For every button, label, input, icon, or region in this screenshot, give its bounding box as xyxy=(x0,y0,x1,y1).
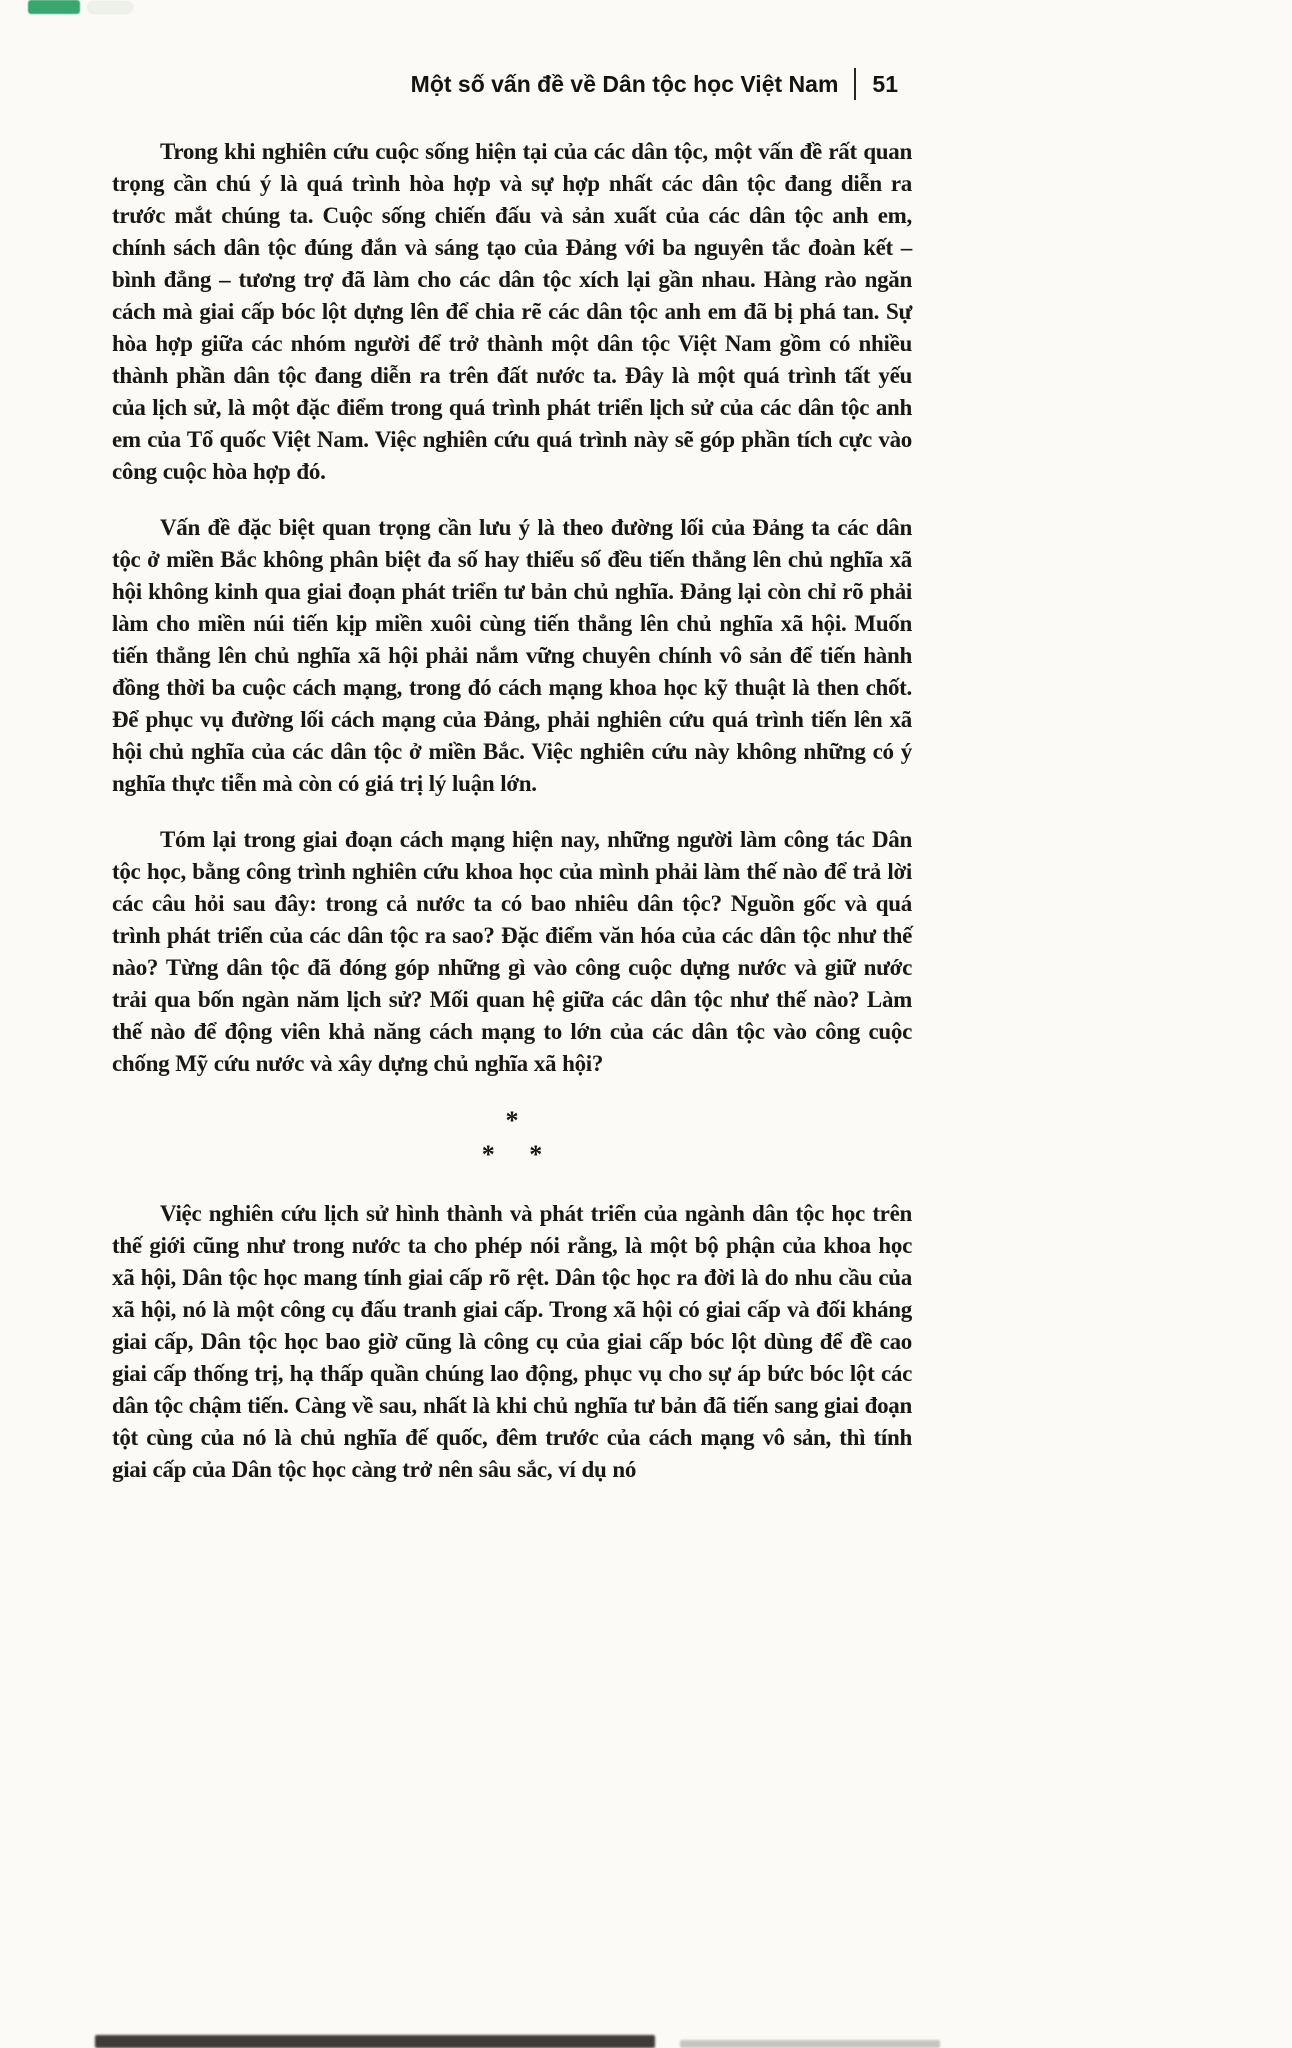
paragraph: Tóm lại trong giai đoạn cách mạng hiện nay, những người làm công tác Dân tộc học, bằng công trình nghiên cứu khoa học của mình phải làm thế nào để trả lời các câu hỏi sau đây: trong cả nước ta có bao nhiêu dân tộc? Nguồn gốc và quá trình phát triển của các dân tộc ra sao? Đặc điểm văn hóa của các dân tộc như thế nào? Từng dân tộc đã đóng góp những gì vào công cuộc dựng nước và giữ nước trải qua bốn ngàn năm lịch sử? Mối quan hệ giữa các dân tộc như thế nào? Làm thế nào để động viên khả năng cách mạng to lớn của các dân tộc vào công cuộc chống Mỹ cứu nước và xây dựng chủ nghĩa xã hội? xyxy=(112,827,912,1076)
page-number: 51 xyxy=(872,70,898,97)
scan-artifact-bottom-light xyxy=(680,2040,940,2048)
section-separator xyxy=(112,1104,912,1172)
paragraph: Vấn đề đặc biệt quan trọng cần lưu ý là theo đường lối của Đảng ta các dân tộc ở miền Bắc không phân biệt đa số hay thiểu số đều tiến thẳng lên chủ nghĩa xã hội không kinh qua giai đoạn phát triển tư bản chủ nghĩa. Đảng lại còn chỉ rõ phải làm cho miền núi tiến kịp miền xuôi cùng tiến thẳng lên chủ nghĩa xã hội. Muốn tiến thẳng lên chủ nghĩa xã hội phải nắm vững chuyên chính vô sản để tiến hành đồng thời ba cuộc cách mạng, trong đó cách mạng khoa học kỹ thuật là then chốt. Để phục vụ đường lối cách mạng của Đảng, phải nghiên cứu quá trình tiến lên xã hội chủ nghĩa của các dân tộc ở miền Bắc. Việc nghiên cứu này không những có ý nghĩa thực tiễn mà còn có giá trị lý luận lớn. xyxy=(112,515,912,796)
text-column xyxy=(112,68,912,1510)
scan-artifact-bottom-dark xyxy=(95,2035,655,2048)
running-header xyxy=(112,68,912,100)
scan-artifact-top-left-pale xyxy=(88,2,132,13)
scan-artifact-top-left-green xyxy=(28,0,80,14)
separator-star-bottom: * * xyxy=(481,1140,543,1169)
paragraph: Việc nghiên cứu lịch sử hình thành và phát triển của ngành dân tộc học trên thế giới cũng như trong nước ta cho phép nói rằng, là một bộ phận của khoa học xã hội, Dân tộc học mang tính giai cấp rõ rệt. Dân tộc học ra đời là do nhu cầu của xã hội, nó là một công cụ đấu tranh giai cấp. Trong xã hội có giai cấp và đối kháng giai cấp, Dân tộc học bao giờ cũng là công cụ của giai cấp bóc lột dùng để đề cao giai cấp thống trị, hạ thấp quần chúng lao động, phục vụ cho sự áp bức bóc lột các dân tộc chậm tiến. Càng về sau, nhất là khi chủ nghĩa tư bản đã tiến sang giai đoạn tột cùng của nó là chủ nghĩa đế quốc, đêm trước của cách mạng vô sản, thì tính giai cấp của Dân tộc học càng trở nên sâu sắc, ví dụ nó xyxy=(112,1201,912,1482)
separator-star-top: * xyxy=(505,1106,519,1135)
paragraph: Trong khi nghiên cứu cuộc sống hiện tại của các dân tộc, một vấn đề rất quan trọng cần chú ý là quá trình hòa hợp và sự hợp nhất các dân tộc đang diễn ra trước mắt chúng ta. Cuộc sống chiến đấu và sản xuất của các dân tộc anh em, chính sách dân tộc đúng đắn và sáng tạo của Đảng với ba nguyên tắc đoàn kết – bình đẳng – tương trợ đã làm cho các dân tộc xích lại gần nhau. Hàng rào ngăn cách mà giai cấp bóc lột dựng lên để chia rẽ các dân tộc anh em đã bị phá tan. Sự hòa hợp giữa các nhóm người để trở thành một dân tộc Việt Nam gồm có nhiều thành phần dân tộc đang diễn ra trên đất nước ta. Đây là một quá trình tất yếu của lịch sử, là một đặc điểm trong quá trình phát triển lịch sử của các dân tộc anh em của Tổ quốc Việt Nam. Việc nghiên cứu quá trình này sẽ góp phần tích cực vào công cuộc hòa hợp đó. xyxy=(112,139,912,484)
header-divider xyxy=(854,68,856,100)
running-header-title: Một số vấn đề về Dân tộc học Việt Nam xyxy=(410,70,839,97)
